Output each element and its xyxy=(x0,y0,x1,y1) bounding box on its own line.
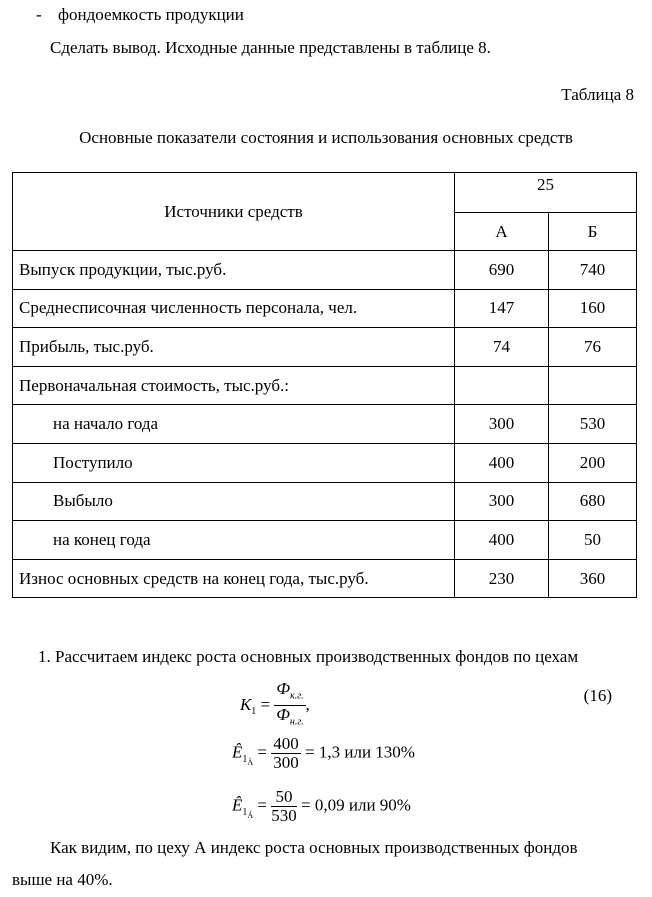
formula-num: Ф xyxy=(276,679,291,698)
table-header-row xyxy=(13,173,637,213)
calc-a-den: 300 xyxy=(273,753,299,772)
row-label: Поступило xyxy=(13,443,455,482)
calc-a-lhs: Ê xyxy=(232,742,243,762)
calc-shop-a: $Ê_{1_À}$ = $\frac{400}{300}$ = 1,3 или 130% xyxy=(232,734,415,772)
formula-lhs: К xyxy=(240,694,252,714)
cell-a: 147 xyxy=(455,289,549,328)
cell-a: 300 xyxy=(455,405,549,444)
row-label: на конец года xyxy=(13,521,455,560)
conclusion-line-2: выше на 40%. xyxy=(12,870,113,889)
source-header: Источники средств xyxy=(13,173,455,251)
bullet-dash: - xyxy=(36,5,42,24)
year-header: 25 xyxy=(455,173,637,213)
formula-16: $К_1$ = $\frac{Ф_{к.г.}}{Ф_{н.г.}}$ , xyxy=(240,680,310,732)
equation-number: (16) xyxy=(583,686,612,705)
table-title: Основные показатели состояния и использования основных средств xyxy=(79,128,573,147)
cell-b: 360 xyxy=(549,559,637,598)
cell-b xyxy=(549,366,637,405)
formula-lhs-sub: 1 xyxy=(251,706,257,718)
row-label: Износ основных средств на конец года, тыс.руб. xyxy=(13,559,455,598)
calc-a-result: = 1,3 xyxy=(305,742,341,762)
cell-b: 50 xyxy=(549,521,637,560)
cell-a: 400 xyxy=(455,443,549,482)
row-label: Среднесписочная численность персонала, чел. xyxy=(13,289,455,328)
table-row xyxy=(13,328,637,367)
cell-a xyxy=(455,366,549,405)
bullet-line xyxy=(36,5,244,25)
formula-den-sub: н.г. xyxy=(289,716,304,728)
table-row xyxy=(13,559,637,598)
calc-b-subsub: Á xyxy=(247,810,254,820)
table-row xyxy=(13,289,637,328)
table-row xyxy=(13,251,637,290)
cell-a: 230 xyxy=(455,559,549,598)
calc-b-sub: 1 xyxy=(242,806,248,818)
cell-a: 400 xyxy=(455,521,549,560)
cell-a: 690 xyxy=(455,251,549,290)
bullet-text: фондоемкость продукции xyxy=(58,5,244,24)
column-b-header: Б xyxy=(549,213,637,251)
calc-a-percent: или 130% xyxy=(344,742,415,762)
cell-b: 160 xyxy=(549,289,637,328)
row-label: Выпуск продукции, тыс.руб. xyxy=(13,251,455,290)
calc-b-den: 530 xyxy=(271,806,297,825)
calc-a-subsub: À xyxy=(247,757,254,767)
calc-b-num: 50 xyxy=(271,788,297,807)
cell-b: 680 xyxy=(549,482,637,521)
table-row xyxy=(13,482,637,521)
calc-b-lhs: Ê xyxy=(232,795,243,815)
intro-text: Сделать вывод. Исходные данные представлены в таблице 8. xyxy=(50,38,491,57)
formula-den: Ф xyxy=(276,705,290,725)
row-label: Выбыло xyxy=(13,482,455,521)
formula-tail: , xyxy=(305,694,310,714)
row-label: на начало года xyxy=(13,405,455,444)
cell-a: 74 xyxy=(455,328,549,367)
column-a-header: А xyxy=(455,213,549,251)
calc-a-num: 400 xyxy=(273,734,299,753)
cell-b: 200 xyxy=(549,443,637,482)
calc-b-fraction xyxy=(271,788,297,825)
formula-num-sub: к.г. xyxy=(290,690,304,702)
calc-shop-b: $Ê_{1_Á}$ = $\frac{50}{530}$ = 0,09 или 90% xyxy=(232,787,411,825)
calc-a-fraction xyxy=(271,735,301,772)
row-label: Прибыль, тыс.руб. xyxy=(13,328,455,367)
calc-b-percent: или 90% xyxy=(348,795,411,815)
data-table xyxy=(12,172,637,598)
table-row xyxy=(13,521,637,560)
cell-b: 530 xyxy=(549,405,637,444)
conclusion-line-1: Как видим, по цеху А индекс роста основных производственных фондов xyxy=(50,838,578,857)
row-label: Первоначальная стоимость, тыс.руб.: xyxy=(13,366,455,405)
cell-b: 76 xyxy=(549,328,637,367)
table-caption: Таблица 8 xyxy=(561,85,634,104)
formula-fraction xyxy=(274,680,305,732)
table-row xyxy=(13,405,637,444)
step-1-text: 1. Рассчитаем индекс роста основных производственных фондов по цехам xyxy=(38,647,579,666)
cell-a: 300 xyxy=(455,482,549,521)
calc-a-sub: 1 xyxy=(242,753,248,765)
table-row xyxy=(13,366,637,405)
calc-b-result: = 0,09 xyxy=(301,795,345,815)
cell-b: 740 xyxy=(549,251,637,290)
table-row xyxy=(13,443,637,482)
